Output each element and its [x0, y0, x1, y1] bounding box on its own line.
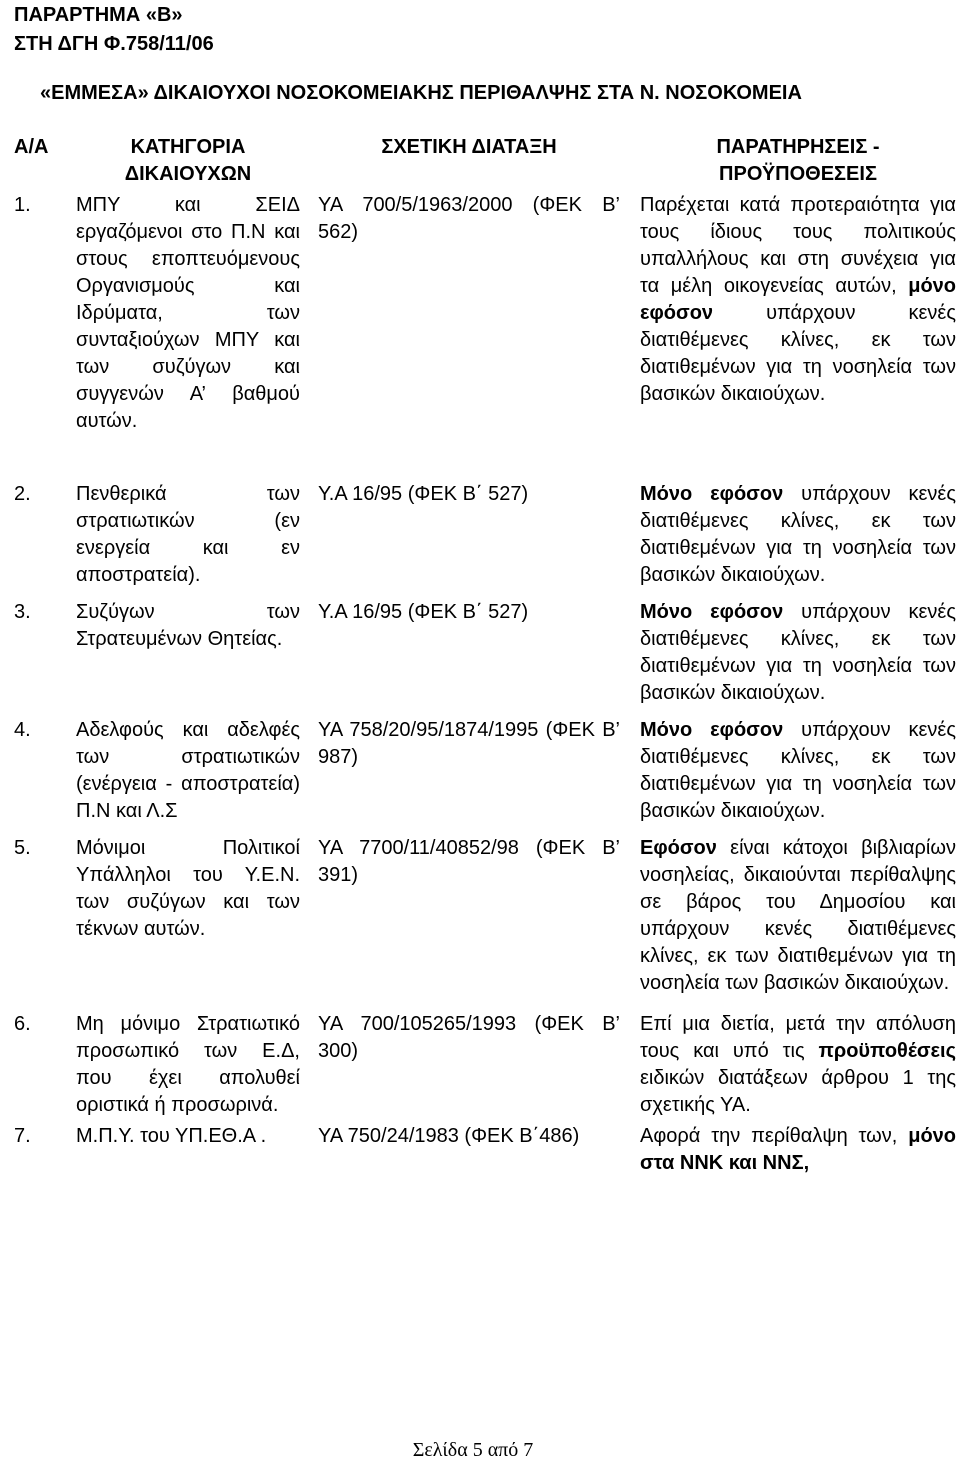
remarks-emphasis: Μόνο εφόσον	[640, 601, 784, 623]
row-number: 7.	[14, 1125, 31, 1147]
row-category: Πενθερικά των στρατιωτικών (εν ενεργεία και εν αποστρατεία).	[76, 483, 300, 586]
row-provision: ΥΑ 750/24/1983 (ΦΕΚ Β΄486)	[318, 1125, 580, 1147]
header-category: ΚΑΤΗΓΟΡΙΑ ΔΙΚΑΙΟΥΧΩΝ	[124, 136, 252, 185]
row-remarks	[640, 1123, 956, 1187]
row-number: 5.	[14, 837, 31, 859]
row-category: Μη μόνιμο Στρατιωτικό προσωπικό των Ε.Δ, που έχει απολυθεί οριστικά ή προσωρινά.	[76, 1013, 300, 1116]
remarks-text: υπάρχουν κενές διατιθέμενες κλίνες, εκ των διατιθεμένων για τη νοσηλεία των βασικών δικαιούχων.	[640, 719, 956, 822]
annex-line-1: ΠΑΡΑΡΤΗΜΑ «Β»	[14, 4, 183, 26]
remarks-text: Επί μια διετία, μετά την απόλυση τους και υπό τις	[640, 1013, 956, 1062]
row-number: 2.	[14, 483, 31, 505]
remarks-emphasis: προϋποθέσεις	[818, 1040, 956, 1062]
remarks-text: είναι κάτοχοι βιβλιαρίων νοσηλείας, δικαιούνται περίθαλψης σε βάρος του Δημοσίου και υπάρχουν κενές διατιθέμενες κλίνες, εκ των διατιθεμένων για τη νοσηλεία των βασικών δικαιούχων.	[640, 837, 956, 994]
remarks-emphasis: μόνο εφόσον	[640, 275, 956, 324]
remarks-emphasis: Εφόσον	[640, 837, 717, 859]
row-remarks	[640, 835, 956, 1011]
document-title: «ΕΜΜΕΣΑ» ΔΙΚΑΙΟΥΧΟΙ ΝΟΣΟΚΟΜΕΙΑΚΗΣ ΠΕΡΙΘΑΛΨΗΣ ΣΤΑ Ν. ΝΟΣΟΚΟΜΕΙΑ	[40, 82, 802, 104]
row-category: Μ.Π.Υ. του ΥΠ.ΕΘ.Α .	[76, 1125, 267, 1147]
remarks-text: υπάρχουν κενές διατιθέμενες κλίνες, εκ των διατιθεμένων για τη νοσηλεία των βασικών δικαιούχων.	[640, 483, 956, 586]
page-number: Σελίδα 5 από 7	[412, 1439, 534, 1461]
row-provision: ΥΑ 7700/11/40852/98 (ΦΕΚ Β’ 391)	[318, 837, 620, 886]
header-aa: Α/Α	[14, 136, 49, 158]
annex-line-2: ΣΤΗ ΔΓΗ Φ.758/11/06	[14, 33, 214, 55]
remarks-emphasis: μόνο στα ΝΝΚ και ΝΝΣ,	[640, 1125, 956, 1174]
table-row	[14, 835, 956, 1011]
row-provision: Υ.Α 16/95 (ΦΕΚ Β΄ 527)	[318, 601, 529, 623]
row-category: ΜΠΥ και ΣΕΙΔ εργαζόμενοι στο Π.Ν και στους εποπτευόμενους Οργανισμούς και Ιδρύματα, των συνταξιούχων ΜΠΥ και των συζύγων και συγγενών Α’ βαθμού αυτών.	[76, 194, 300, 432]
row-number: 1.	[14, 194, 31, 216]
table-row	[14, 1011, 956, 1123]
row-category: Συζύγων των Στρατευμένων Θητείας.	[76, 601, 300, 650]
row-category: Αδελφούς και αδελφές των στρατιωτικών (ενέργεια - αποστρατεία) Π.Ν και Λ.Σ	[76, 719, 300, 822]
row-number: 3.	[14, 601, 31, 623]
table-row	[14, 1123, 956, 1187]
remarks-text: Αφορά την περίθαλψη των,	[640, 1125, 898, 1147]
header-provision: ΣΧΕΤΙΚΗ ΔΙΑΤΑΞΗ	[381, 136, 557, 158]
row-number: 6.	[14, 1013, 31, 1035]
row-remarks	[640, 192, 956, 481]
header-remarks: ΠΑΡΑΤΗΡΗΣΕΙΣ - ΠΡΟΫΠΟΘΕΣΕΙΣ	[716, 136, 880, 185]
row-provision: ΥΑ 758/20/95/1874/1995 (ΦΕΚ Β’ 987)	[318, 719, 620, 768]
remarks-text: Παρέχεται κατά προτεραιότητα για τους ίδιους τους πολιτικούς υπαλλήλους και στη συνέχεια για τα μέλη οικογενείας αυτών,	[640, 194, 956, 297]
row-number: 4.	[14, 719, 31, 741]
remarks-text: υπάρχουν κενές διατιθέμενες κλίνες, εκ των διατιθεμένων για τη νοσηλεία των βασικών δικαιούχων.	[640, 302, 956, 405]
remarks-text: υπάρχουν κενές διατιθέμενες κλίνες, εκ των διατιθεμένων για τη νοσηλεία των βασικών δικαιούχων.	[640, 601, 956, 704]
remarks-emphasis: Μόνο εφόσον	[640, 719, 784, 741]
row-provision: ΥΑ 700/5/1963/2000 (ΦΕΚ Β’ 562)	[318, 194, 620, 243]
row-remarks	[640, 1011, 956, 1123]
row-remarks	[640, 599, 956, 717]
remarks-text: ειδικών διατάξεων άρθρου 1 της σχετικής ΥΑ.	[640, 1067, 956, 1116]
table-row	[14, 599, 956, 717]
beneficiaries-table	[14, 134, 956, 1187]
table-row	[14, 481, 956, 599]
row-provision: ΥΑ 700/105265/1993 (ΦΕΚ Β’ 300)	[318, 1013, 620, 1062]
remarks-emphasis: Μόνο εφόσον	[640, 483, 784, 505]
table-header-row	[14, 134, 956, 192]
row-remarks	[640, 481, 956, 599]
row-remarks	[640, 717, 956, 835]
row-category: Μόνιμοι Πολιτικοί Υπάλληλοι του Υ.Ε.Ν. των συζύγων και των τέκνων αυτών.	[76, 837, 300, 940]
table-row	[14, 717, 956, 835]
row-provision: Υ.Α 16/95 (ΦΕΚ Β΄ 527)	[318, 483, 529, 505]
table-row	[14, 192, 956, 481]
annex-heading	[14, 1, 214, 59]
